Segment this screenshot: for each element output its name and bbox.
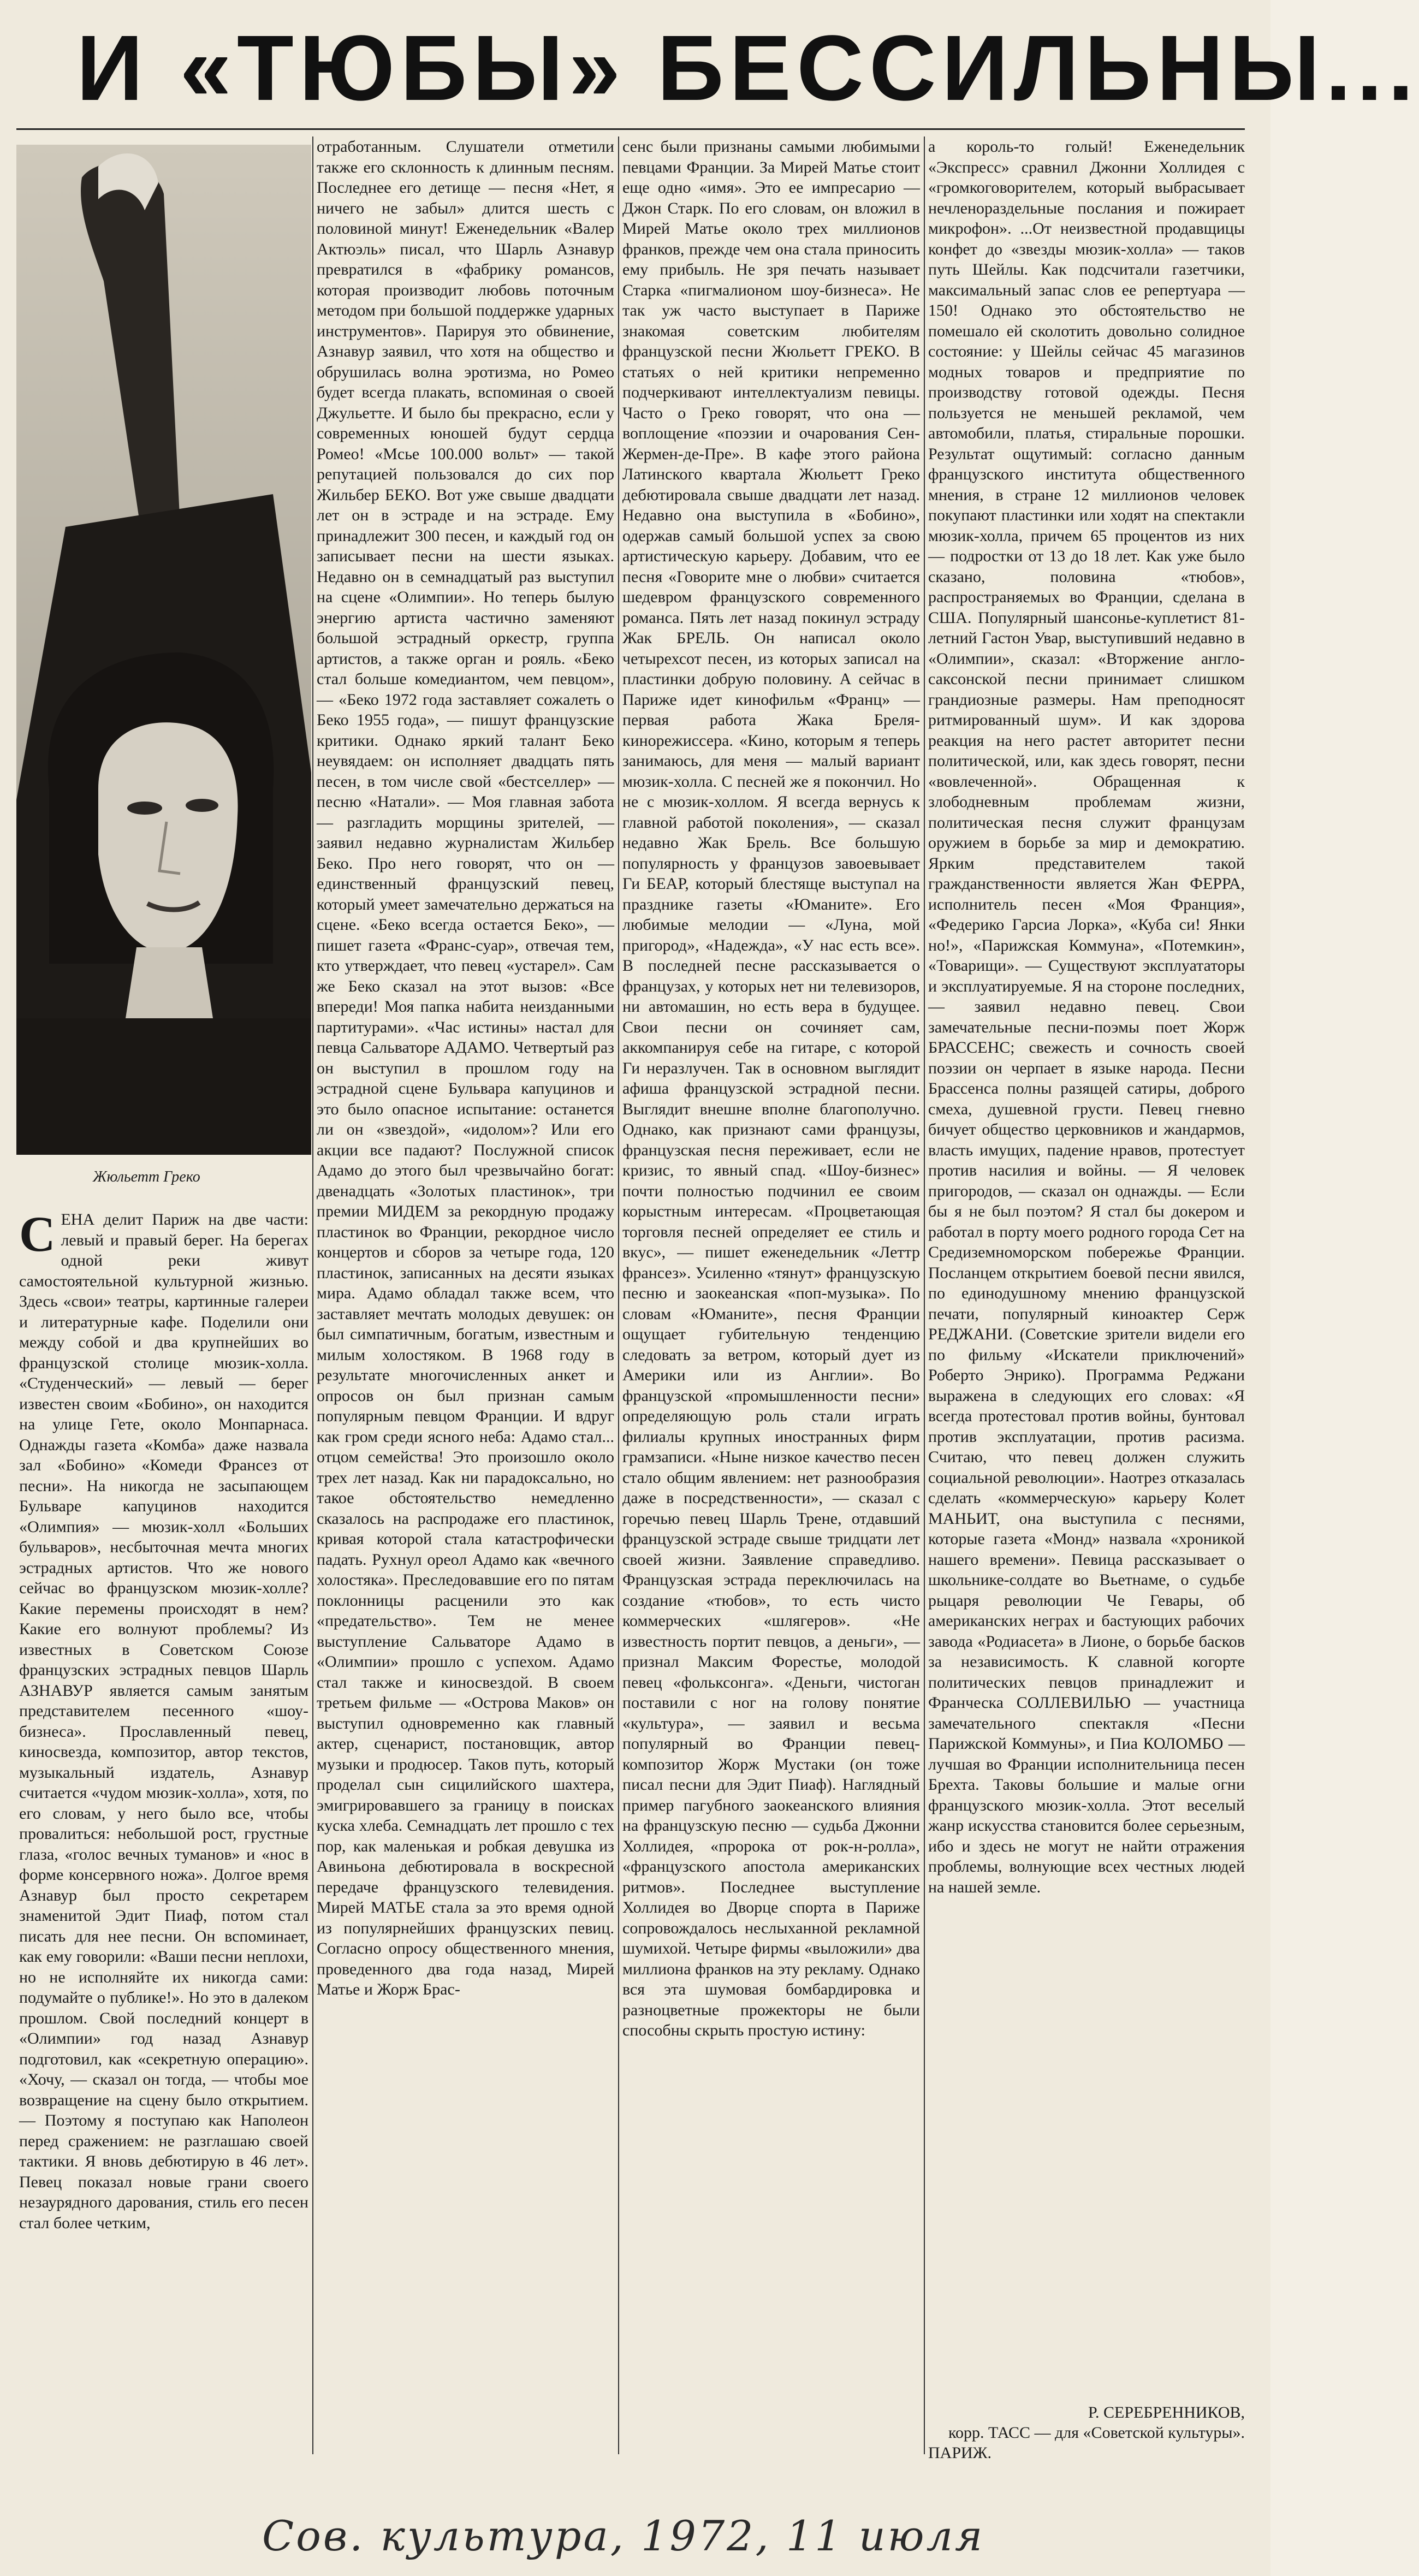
- handwritten-source-note: Сов. культура, 1972, 11 июля: [262, 2512, 985, 2560]
- column-divider-1: [312, 136, 313, 2454]
- article-column-2: [317, 136, 614, 2454]
- signature-city: ПАРИЖ.: [928, 2444, 992, 2462]
- drop-cap: С: [19, 1206, 56, 1262]
- article-column-3: [622, 136, 920, 2454]
- photo-juliette-greco: [16, 145, 311, 1155]
- headline: И «ТЮБЫ» БЕССИЛЬНЫ...: [76, 16, 1419, 120]
- signature-role: корр. ТАСС — для «Советской культуры».: [948, 2424, 1245, 2442]
- headline-rule: [16, 128, 1245, 130]
- signature-block: [928, 2402, 1245, 2463]
- article-column-4: [928, 136, 1245, 2452]
- article-column-1: [19, 1206, 308, 2454]
- photo-illustration: [16, 145, 311, 1155]
- column-3-text: сенс были признаны самыми любимыми певцами Франции. За Мирей Матье стоит еще одно «имя». Это ее импресарио — Джон Старк. По его словам, он вложил в Мирей Матье около трех миллионов франков, прежде чем она стала приносить ему прибыль. Не зря печать называет Старка «пигмалионом шоу-бизнеса». Не так уж часто выступает в Париже знакомая советским любителям французской песни Жюльетт ГРЕКО. В статьях о ней критики непременно подчеркивают интеллектуализм певицы. Часто о Греко говорят, что она — воплощение «поэзии и очарования Сен-Жермен-де-Пре». В кафе этого района Латинского квартала Жюльетт Греко дебютировала свыше двадцати лет назад. Недавно она выступила в «Бобино», одержав самый большой успех за свою артистическую карьеру. Добавим, что ее песня «Говорите мне о любви» считается шедевром французского современного романса. Пять лет назад покинул эстраду Жак БРЕЛЬ. Он написал около четырехсот песен, из которых записал на пластинки добрую половину. А сейчас в Париже идет кинофильм «Франц» — первая работа Жака Бреля-кинорежиссера. «Кино, которым я теперь занимаюсь, для меня — малый вариант мюзик-холла. С песней же я покончил. Но не с мюзик-холлом. Я всегда вернусь к главной работой поколения», — сказал недавно Жак Брель. Все большую популярность у французов завоевывает Ги БЕАР, который блестяще выступал на празднике газеты «Юманите». Его любимые мелодии — «Луна, мой пригород», «Надежда», «У нас есть все». В последней песне рассказывается о французах, у которых нет ни телевизоров, ни автомашин, но есть вера в будущее. Свои песни он сочиняет сам, аккомпанируя себе на гитаре, с которой Ги неразлучен. Так в основном выглядит афиша французской эстрадной песни. Выглядит внешне вполне благополучно. Однако, как признают сами французы, французская песня переживает, если не кризис, то явный спад. «Шоу-бизнес» почти полностью подчинил ее своим корыстным интересам. «Процветающая торговля песней определяет ее стиль и вкус», — пишет еженедельник «Леттр франсез». Усиленно «тянут» французскую песню и заокеанская «поп-музыка». По словам «Юманите», песня Франции ощущает губительную тенденцию следовать за ветром, который дует из Америки или из Англии». Во французской «промышленности песни» определяющую роль стали играть филиалы крупных иностранных фирм грамзаписи. «Ныне низкое качество песен стало общим явлением: нет разнообразия даже в посредственности», — сказал с горечью певец Шарль Трене, отдавший французской эстраде свыше тридцати лет своей жизни. Заявление справедливо. Французская эстрада переключилась на создание «тюбов», то есть чисто коммерческих «шлягеров». «Не известность портит певцов, а деньги», — признал Максим Форестье, молодой певец «фольксонга». «Деньги, чистоган поставили с ног на голову понятие «культура», — заявил и весьма популярный во Франции певец-композитор Жорж Мустаки (он тоже писал песни для Эдит Пиаф). Наглядный пример пагубного заокеанского влияния на французскую песню — судьба Джонни Холлидея, «пророка от рок-н-ролла», «французского апостола американских ритмов». Последнее выступление Холлидея во Дворце спорта в Париже сопровождалось неслыханной рекламной шумихой. Четыре фирмы «выложили» два миллиона франков на эту рекламу. Однако вся эта шумовая бомбардировка и разноцветные прожекторы не были способны скрыть простую истину:: [622, 138, 920, 2039]
- column-4-text: а король-то голый! Еженедельник «Экспресс» сравнил Джонни Холлидея с «громкоговорителем, который выбрасывает нечленораздельные послания и пожирает микрофон». ...От неизвестной продавщицы конфет до «звезды мюзик-холла» — таков путь Шейлы. Как подсчитали газетчики, максимальный запас слов ее репертуара — 150! Однако это обстоятельство не помешало ей сколотить довольно солидное состояние: у Шейлы сейчас 45 магазинов модных товаров и предприятие по производству готовой одежды. Песня пользуется не меньшей рекламой, чем автомобили, платья, стиральные порошки. Результат ощутимый: согласно данным французского института общественного мнения, в стране 12 миллионов человек покупают пластинки или ходят на спектакли мюзик-холла, причем 65 процентов из них — подростки от 13 до 18 лет. Как уже было сказано, половина «тюбов», распространяемых во Франции, сделана в США. Популярный шансонье-куплетист 81-летний Гастон Увар, выступивший недавно в «Олимпии», сказал: «Вторжение англо-саксонской песни принимает слишком грандиозные размеры. Нам преподносят ритмированный шум». И как здорова реакция на него растет авторитет песни политической, или, как здесь говорят, песни «вовлеченной». Обращенная к злободневным проблемам жизни, политическая песня служит французам оружием в борьбе за мир и демократию. Ярким представителем такой гражданственности является Жан ФЕРРА, исполнитель песен «Моя Франция», «Федерико Гарсиа Лорка», «Куба си! Янки но!», «Парижская Коммуна», «Потемкин», «Товарищи». — Существуют эксплуататоры и эксплуатируемые. Я на стороне последних, — заявил недавно певец. Свои замечательные песни-поэмы поет Жорж БРАССЕНС; свежесть и сочность своей поэзии он черпает в языке народа. Песни Брассенса полны разящей сатиры, доброго смеха, душевной грусти. Певец гневно бичует общество церковников и жандармов, власть имущих, падение нравов, протестует против насилия и войны. — Я человек пригородов, — сказал он однажды. — Если бы я не был поэтом? Я стал бы докером и работал в порту моего родного города Сет на Средиземноморском побережье Франции. Посланцем открытием боевой песни явился, по единодушному мнению французской печати, популярный киноактер Серж РЕДЖАНИ. (Советские зрители видели его по фильму «Искатели приключений» Роберто Энрико). Программа Реджани выражена в следующих его словах: «Я всегда протестовал против войны, бунтовал против эксплуатации, против расизма. Считаю, что певец должен служить социальной революции». Наотрез отказалась сделать «коммерческую» карьеру Колет МАНЬИТ, она выступила с песнями, которые газета «Монд» назвала «хроникой нашего времени». Певица рассказывает о школьнике-солдате во Вьетнаме, о судьбе рыцаря революции Че Гевары, об американских неграх и бастующих рабочих завода «Родиасета» в Лионе, о борьбе басков за независимость. К славной когорте политических певцов принадлежит и Франческа СОЛЛЕВИЛЬЮ — участница замечательного спектакля «Песни Парижской Коммуны», и Пиа КОЛОМБО — лучшая во Франции исполнительница песен Брехта. Таковы большие и малые огни французского мюзик-холла. Этот веселый жанр искусства становится более серьезным, ибо и здесь не могут не найти отражения проблемы, волнующие всех честных людей на нашей земле.: [928, 138, 1245, 1896]
- column-divider-3: [924, 136, 925, 2454]
- column-2-text: отработанным. Слушатели отметили также его склонность к длинным песням. Последнее его детище — песня «Нет, я ничего не забыл» длится шесть с половиной минут! Еженедельник «Валер Актюэль» писал, что Шарль Азнавур превратился в «фабрику романсов, которая производит любовь поточным методом при большой поддержке ударных инструментов». Парируя это обвинение, Азнавур заявил, что хотя на общество и обрушилась волна эротизма, но Ромео будет всегда плакать, вспоминая о своей Джульетте. И было бы прекрасно, если у современных юношей будут сердца Ромео! «Мсье 100.000 вольт» — такой репутацией пользовался до сих пор Жильбер БЕКО. Вот уже свыше двадцати лет он в эстраде и на эстраде. Ему принадлежит 300 песен, и каждый год он записывает песни на шести языках. Недавно он в семнадцатый раз выступил на сцене «Олимпии». Но теперь былую энергию артиста частично заменяют большой эстрадный оркестр, группа артистов, а также орган и рояль. «Беко стал больше комедиантом, чем певцом», — «Беко 1972 года заставляет сожалеть о Беко 1955 года», — пишут французские критики. Однако яркий талант Беко неувядаем: он исполняет двадцать пять песен, в том числе свой «бестселлер» — песню «Натали». — Моя главная забота — разгладить морщины зрителей, — заявил недавно журналистам Жильбер Беко. Про него говорят, что он — единственный французский певец, который умеет замечательно держаться на сцене. «Беко всегда остается Беко», — пишет газета «Франс-суар», отвечая тем, кто утверждает, что певец «устарел». Сам же Беко сказал на этот вызов: «Все впереди! Моя папка набита неизданными партитурами». «Час истины» настал для певца Сальваторе АДАМО. Четвертый раз он выступил в прошлом году на эстрадной сцене Бульвара капуцинов и это было опасное испытание: останется ли он «звездой», «идолом»? Или его акции все падают? Послужной список Адамо до этого был чрезвычайно богат: двенадцать «Золотых пластинок», три премии МИДЕМ за рекордную продажу пластинок во Франции, рекордное число концертов и сборов за четыре года, 120 пластинок, записанных на десяти языках мира. Адамо обладал также всем, что заставляет мечтать молодых девушек: он был симпатичным, богатым, известным и милым холостяком. В 1968 году в результате многочисленных анкет и опросов он был признан самым популярным певцом Франции. И вдруг как гром среди ясного неба: Адамо стал... отцом семейства! Это произошло около трех лет назад. Как ни парадоксально, но такое обстоятельство немедленно сказалось на распродаже его пластинок, кривая которой стала катастрофически падать. Рухнул ореол Адамо как «вечного холостяка». Преследовавшие его по пятам поклонницы расценили это как «предательство». Тем не менее выступление Сальваторе Адамо в «Олимпии» прошло с успехом. Адамо стал также и киносвездой. В своем третьем фильме — «Острова Маков» он выступил одновременно как главный актер, сценарист, постановщик, автор музыки и продюсер. Таков путь, который проделал сын сицилийского шахтера, эмигрировавшего за границу в поисках куска хлеба. Семнадцать лет прошло с тех пор, как маленькая и робкая девушка из Авиньона дебютировала в воскресной передаче французского телевидения. Мирей МАТЬЕ стала за это время одной из популярнейших французских певиц. Согласно опросу общественного мнения, проведенного два года назад, Мирей Матье и Жорж Брас-: [317, 138, 614, 1998]
- signature-author: Р. СЕРЕБРЕННИКОВ,: [1088, 2403, 1245, 2421]
- photo-caption: Жюльетт Греко: [93, 1168, 200, 1185]
- column-1-text: ЕНА делит Париж на две части: левый и правый берег. На берегах одной реки живут самостоятельной культурной жизнью. Здесь «свои» театры, картинные галереи и литературные кафе. Поделили они между собой и два крупнейших во французской столице мюзик-холла. «Студенческий» — левый — берег известен своим «Бобино», он находится на улице Гете, около Монпарнаса. Однажды газета «Комба» даже назвала зал «Бобино» «Комеди Франсез от песни». На никогда не засыпающем Бульваре капуцинов находится «Олимпия» — мюзик-холл «Больших бульваров», несбыточная мечта многих эстрадных артистов. Что же нового сейчас во французском мюзик-холле? Какие перемены происходят в нем? Какие его волнуют проблемы? Из известных в Советском Союзе французских эстрадных певцов Шарль АЗНАВУР является самым занятым представителем песенного «шоу-бизнеса». Прославленный певец, киносвезда, композитор, автор текстов, музыкальный издатель, Азнавур считается «чудом мюзик-холла», хотя, по его словам, у него было все, чтобы провалиться: небольшой рост, грустные глаза, «голос вечных туманов» и «нос в форме консервного ножа». Долгое время Азнавур был просто секретарем знаменитой Эдит Пиаф, потом стал писать для нее песни. Он вспоминает, как ему говорили: «Ваши песни неплохи, но не исполняйте их никогда сами: подумайте о публике!». Но это в далеком прошлом. Свой последний концерт в «Олимпии» год назад Азнавур подготовил, как «секретную операцию». «Хочу, — сказал он тогда, — чтобы мое возвращение на сцену было открытием. — Поэтому я поступаю как Наполеон перед сражением: не разглашаю своей тактики. Я вновь дебютирую в 46 лет». Певец показал новые грани своего незаурядного дарования, стиль его песен стал более четким,: [19, 1210, 308, 2232]
- column-divider-2: [618, 136, 619, 2454]
